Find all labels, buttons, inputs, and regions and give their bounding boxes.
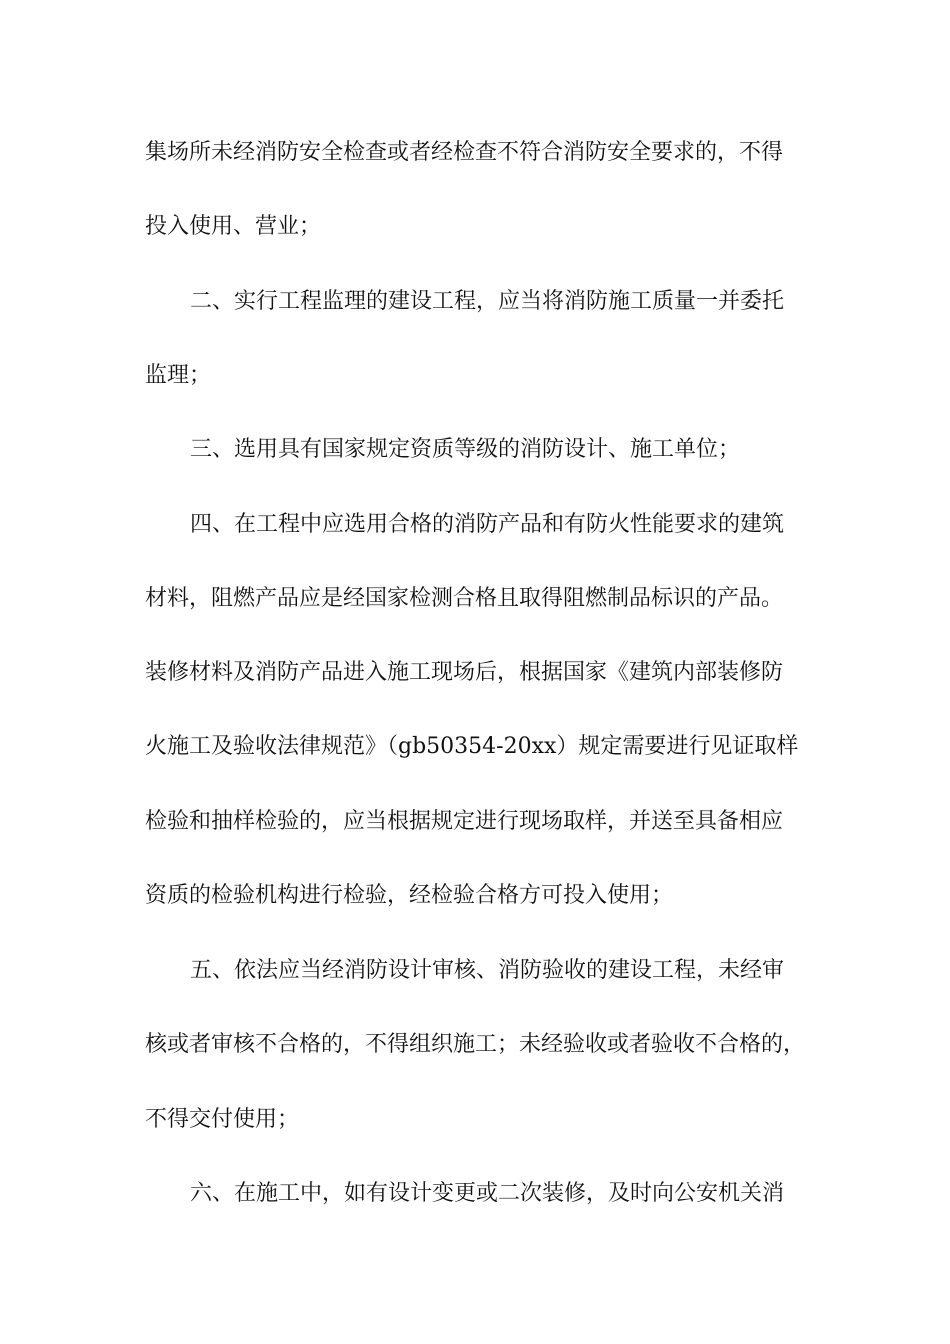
- text-line: 集场所未经消防安全检查或者经检查不符合消防安全要求的，不得: [145, 140, 784, 165]
- text-line: 核或者审核不合格的，不得组织施工；未经验收或者验收不合格的，: [145, 1032, 806, 1057]
- paragraph-2-start: 二、实行工程监理的建设工程，应当将消防施工质量一并委托: [190, 289, 785, 314]
- paragraph-6-start: 六、在施工中，如有设计变更或二次装修，及时向公安机关消: [190, 1181, 785, 1206]
- text-line: 投入使用、营业；: [145, 214, 322, 239]
- text-line: 装修材料及消防产品进入施工现场后，根据国家《建筑内部装修防: [145, 660, 784, 685]
- text-line: 资质的检验机构进行检验，经检验合格方可投入使用；: [145, 883, 674, 908]
- text-line: 火施工及验收法律规范》（gb50354-20xx）规定需要进行见证取样: [145, 734, 799, 759]
- paragraph-3-start: 三、选用具有国家规定资质等级的消防设计、施工单位；: [190, 437, 741, 462]
- text-line: 监理；: [145, 363, 212, 388]
- paragraph-5-start: 五、依法应当经消防设计审核、消防验收的建设工程，未经审: [190, 958, 785, 983]
- text-line: 材料，阻燃产品应是经国家检测合格且取得阻燃制品标识的产品。: [145, 586, 784, 611]
- text-line: 检验和抽样检验的，应当根据规定进行现场取样，并送至具备相应: [145, 809, 784, 834]
- text-line: 不得交付使用；: [145, 1107, 300, 1132]
- paragraph-4-start: 四、在工程中应选用合格的消防产品和有防火性能要求的建筑: [190, 512, 785, 537]
